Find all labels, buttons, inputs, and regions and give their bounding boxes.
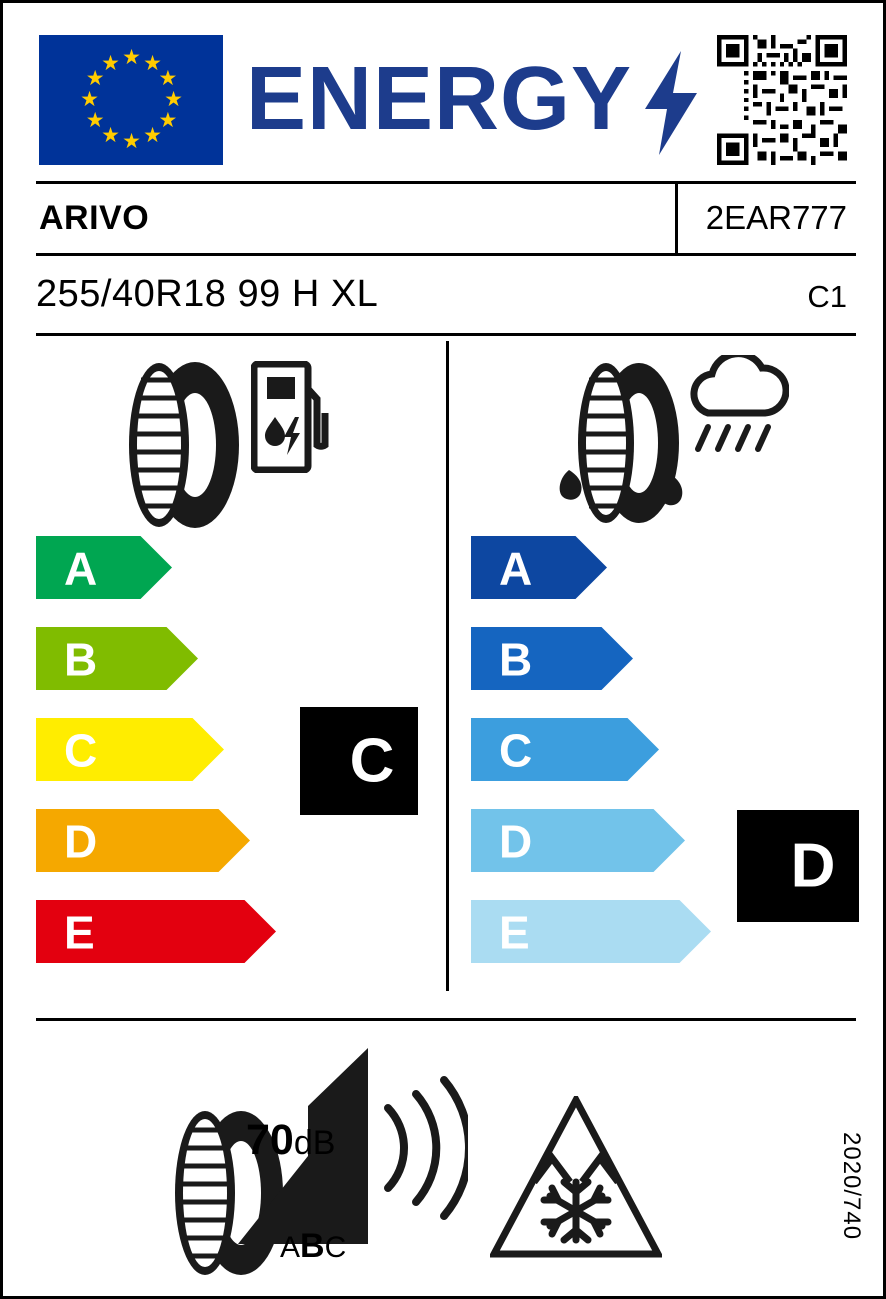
fuel-efficiency-panel — [3, 333, 446, 993]
svg-text:A: A — [64, 542, 98, 595]
brand-name: ARIVO — [39, 199, 150, 237]
fuel-grade-arrow-a — [36, 536, 172, 599]
energy-bolt-icon — [643, 51, 699, 155]
svg-text:C: C — [349, 726, 395, 796]
svg-text:C: C — [64, 724, 98, 777]
noise-class-b: B — [300, 1227, 325, 1265]
regulation-code: 2020/740 — [838, 1131, 865, 1240]
divider-noise — [36, 1018, 856, 1021]
divider-brand — [36, 253, 856, 256]
eu-star-icon: ★ — [143, 51, 162, 75]
eu-star-icon: ★ — [80, 88, 99, 111]
svg-text:C: C — [499, 724, 533, 777]
rain-cloud-icon — [684, 355, 789, 465]
eu-star-icon: ★ — [164, 88, 183, 111]
type-code: 2EAR777 — [705, 199, 847, 236]
svg-text:D: D — [790, 831, 836, 901]
fuel-grade-arrow-c — [36, 718, 224, 781]
wet-grade-arrow-a — [471, 536, 607, 599]
wet-grade-arrow-d — [471, 809, 685, 872]
svg-text:B: B — [499, 633, 533, 686]
wet-grade-arrow-b — [471, 627, 633, 690]
wet-grade-badge — [737, 810, 859, 922]
fuel-grade-arrow-d — [36, 809, 250, 872]
fuel-pump-icon — [251, 361, 329, 473]
noise-unit: dB — [293, 1124, 336, 1162]
noise-class-a: A — [280, 1231, 301, 1264]
noise-value-group — [246, 1116, 335, 1165]
svg-text:D: D — [499, 815, 533, 868]
eu-star-icon: ★ — [101, 124, 120, 148]
noise-class-group — [280, 1227, 346, 1266]
svg-text:E: E — [499, 906, 530, 959]
eu-star-icon: ★ — [122, 130, 141, 153]
tyre-icon — [123, 358, 248, 533]
wet-grip-panel — [446, 333, 886, 993]
divider-header — [36, 181, 856, 184]
three-peak-mountain-snowflake-icon — [490, 1096, 662, 1258]
tyre-class-code: C1 — [807, 279, 847, 314]
eu-star-icon: ★ — [101, 51, 120, 75]
noise-class-c: C — [324, 1231, 347, 1264]
fuel-grade-badge — [300, 707, 418, 815]
eu-star-icon: ★ — [85, 67, 105, 90]
eu-star-icon: ★ — [85, 109, 105, 132]
svg-text:B: B — [64, 633, 98, 686]
eu-star-icon: ★ — [158, 109, 178, 132]
svg-text:A: A — [499, 542, 533, 595]
wet-grade-arrow-c — [471, 718, 659, 781]
fuel-grade-arrow-b — [36, 627, 198, 690]
qr-code-icon — [717, 35, 847, 165]
eu-star-icon: ★ — [158, 67, 178, 90]
svg-text:E: E — [64, 906, 95, 959]
eu-star-icon: ★ — [143, 124, 162, 148]
tyre-icon — [551, 358, 686, 538]
tyre-dimension: 255/40R18 99 H XL — [36, 273, 379, 315]
noise-value: 70 — [246, 1116, 294, 1164]
page-title: ENERGY — [246, 49, 633, 149]
divider-brand-code — [675, 183, 678, 253]
svg-text:D: D — [64, 815, 98, 868]
eu-flag-icon — [39, 35, 223, 165]
wet-grade-arrow-e — [471, 900, 711, 963]
eu-star-icon: ★ — [122, 46, 141, 69]
fuel-grade-arrow-e — [36, 900, 276, 963]
